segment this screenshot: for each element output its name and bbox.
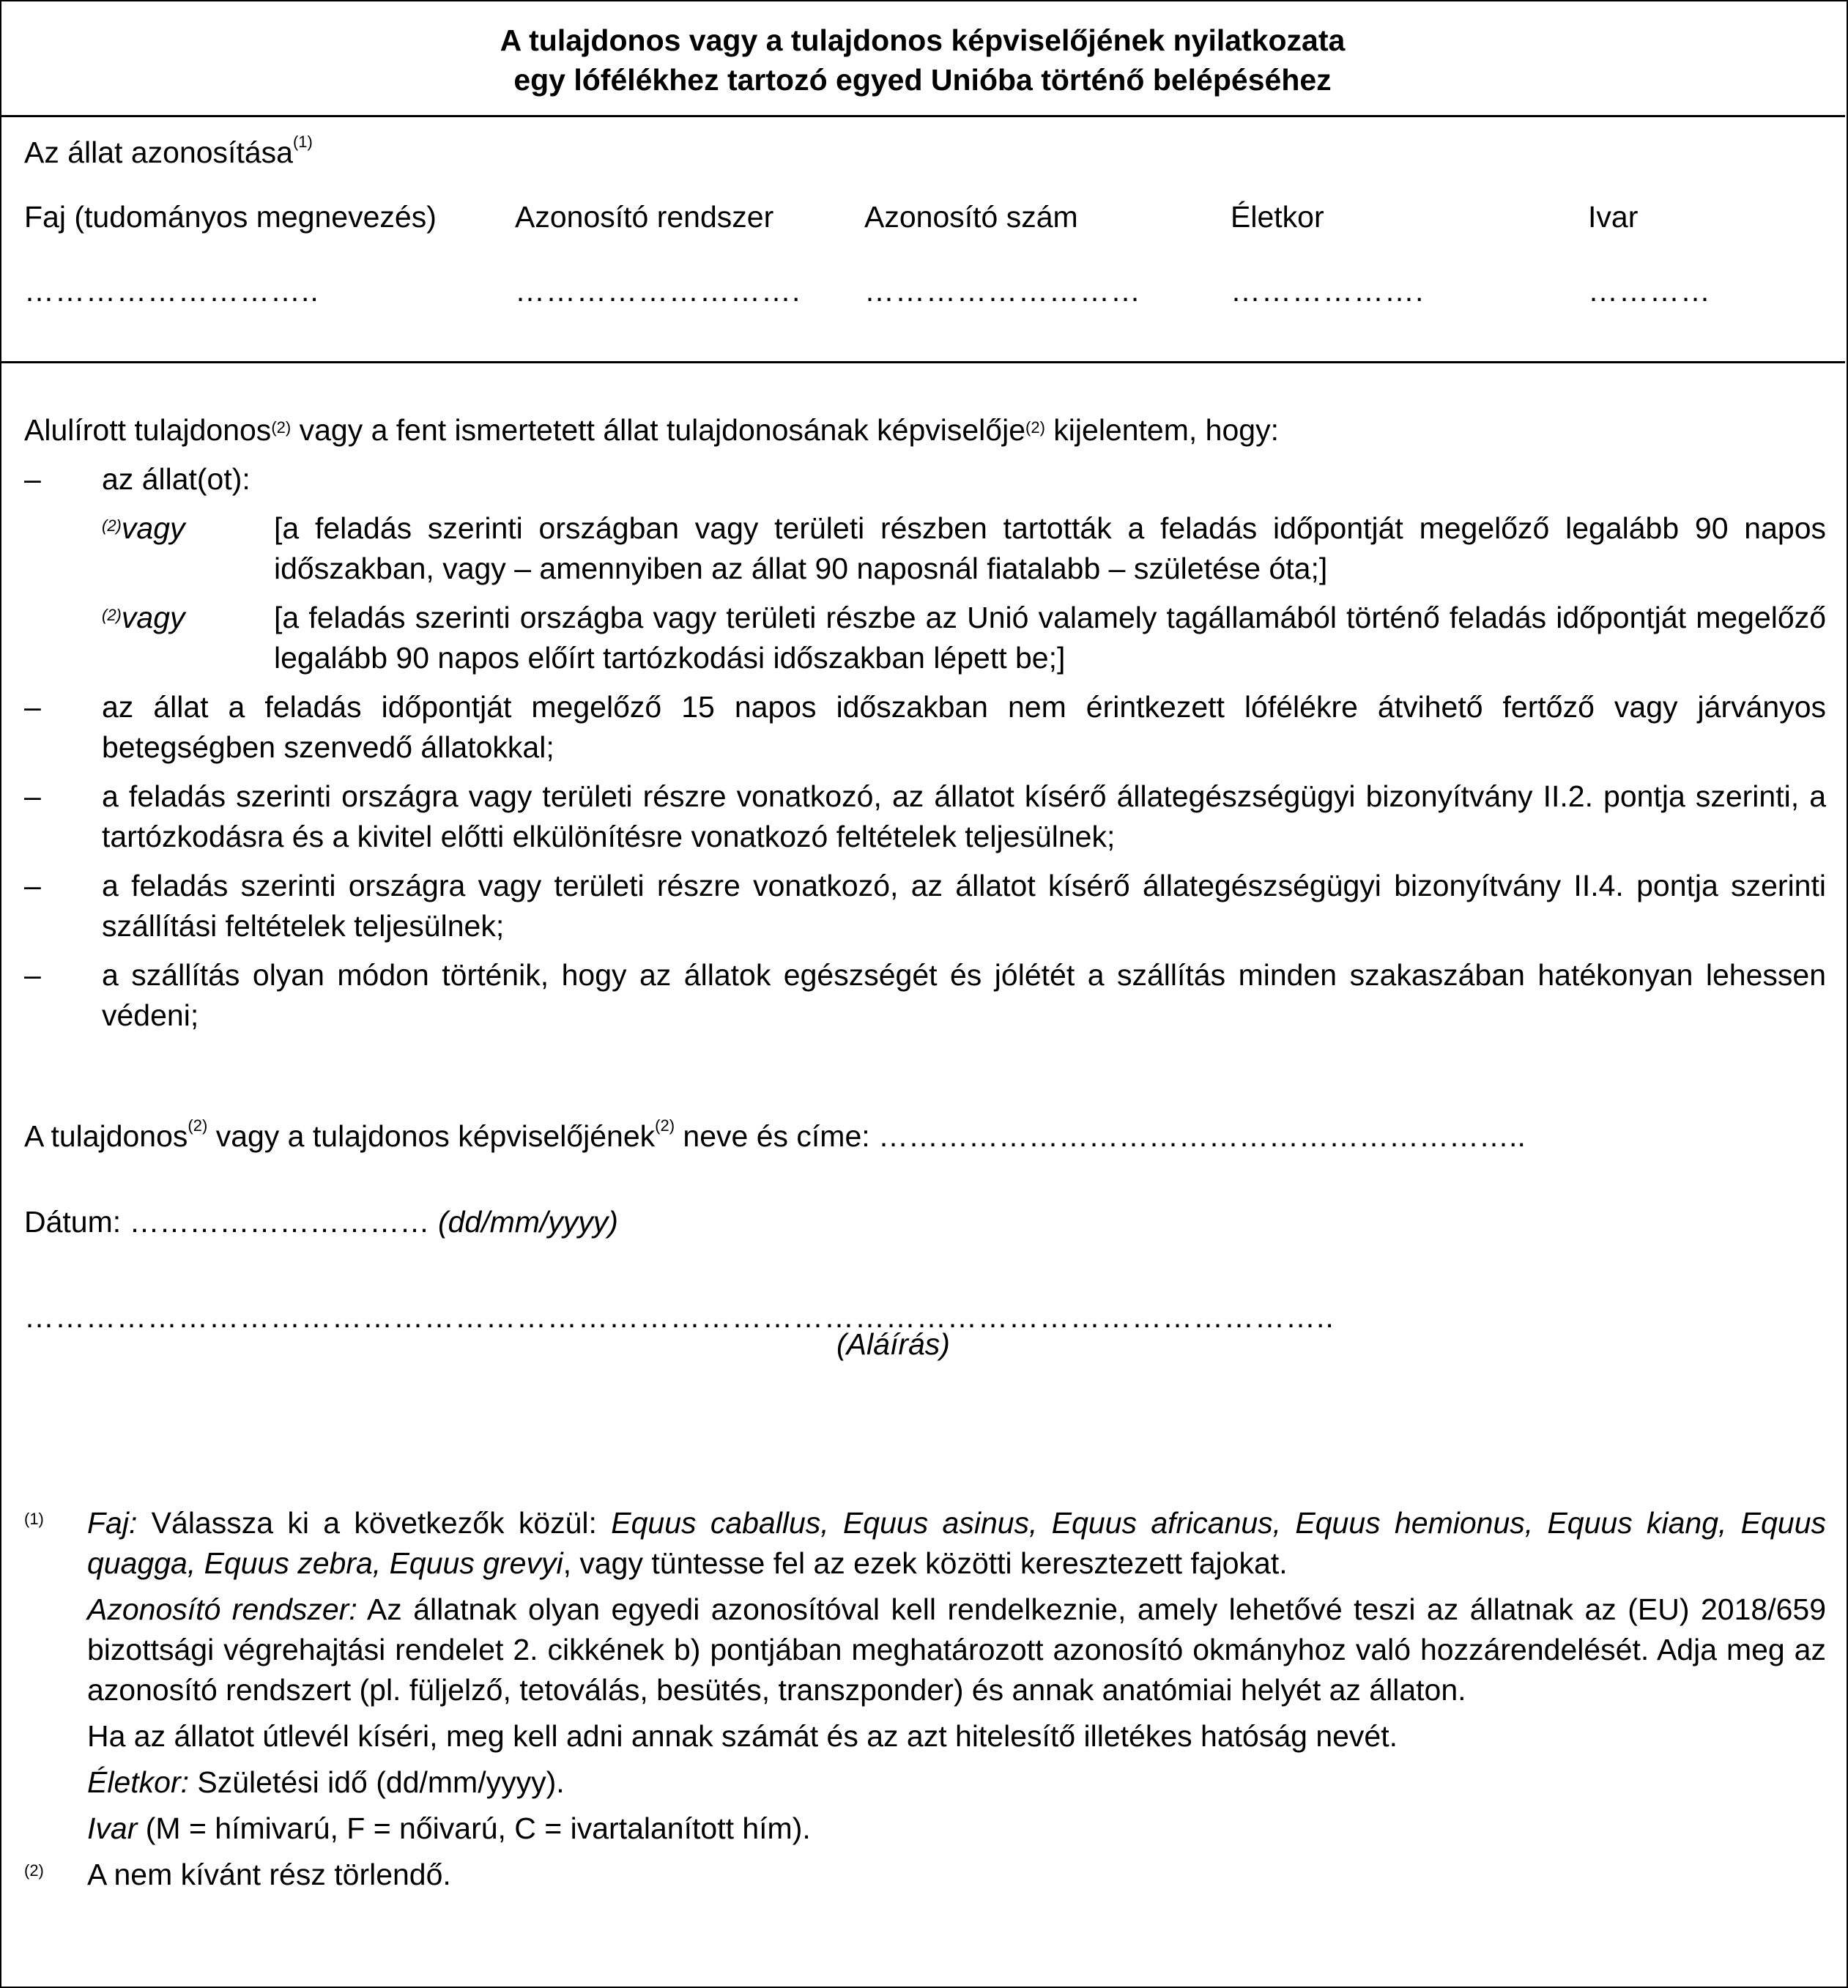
owner-name-address-field[interactable]: A tulajdonos$^{(2)}$ vagy a tulajdonos képviselőjének$^{(2)}$ neve és címe: ………………………………………………………..: [24, 1116, 1526, 1153]
vagy-label: $^{(2)}$vagy: [102, 511, 185, 545]
declaration-item-3: – a feladás szerinti országra vagy területi részre vonatkozó, az állatot kísérő állategészségügyi bizonyítvány II.2. pontja szerinti, a tartózkodásra és a kivitel előtti elkülönítésre vonatkozó feltételek teljesülnek;: [24, 779, 1826, 853]
id-number-field[interactable]: Azonosító szám ………………………: [864, 200, 1141, 308]
species-blank[interactable]: ………………………..: [24, 274, 319, 308]
signature-line[interactable]: ………………………………………………………………………………………………………………..: [24, 1300, 1335, 1334]
footnote-2: (2) A nem kívánt rész törlendő.: [24, 1858, 451, 1891]
footnote-1: (1) Faj: Válassza ki a következők közül: Equus caballus, Equus asinus, Equus africanus, Equus hemionus, Equus kiang, Equus quagga, Equus zebra, Equus grevyi, vagy tüntesse fel az ezek közötti keresztezett fajokat. Azonosító rendszer: Az állatnak olyan egyedi azonosítóval kell rendelkeznie, amely lehetővé teszi az állatnak az (EU) 2018/659 bizottsági végrehajtási rendelet 2. cikkének b) pontjában meghatározott azonosító okmányhoz való hozzárendelését. Adja meg az azonosító rendszert (pl. füljelző, tetoválás, besütés, transzponder) és annak anatómiai helyét az állaton. Ha az állatot útlevél kíséri, meg kell adni annak számát és az azt hitelesítő illetékes hatóság nevét. Életkor: Születési idő (dd/mm/yyyy). Ivar (M = hímivarú, F = nőivarú, C = ivartalanított hím).: [24, 1506, 1826, 1845]
age-field[interactable]: Életkor ……………….: [1231, 200, 1425, 308]
title-line-1: A tulajdonos vagy a tulajdonos képviselőjének nyilatkozata: [500, 23, 1346, 57]
footnote-ref: (1): [292, 133, 313, 151]
identification-label: Az állat azonosítása$^{(1)}$: [24, 133, 313, 169]
vagy-label: $^{(2)}$vagy: [102, 601, 185, 634]
id-number-blank[interactable]: ………………………: [864, 274, 1141, 308]
sex-blank[interactable]: …………: [1588, 274, 1711, 308]
declaration-item-2: – az állat a feladás időpontját megelőző 15 napos időszakban nem érintkezett lófélékre átvihető fertőző vagy járványos betegségben szenvedő állatokkal;: [24, 690, 1826, 764]
signature-label: (Aláírás): [836, 1327, 950, 1361]
age-blank[interactable]: ……………….: [1231, 274, 1425, 308]
title-line-2: egy lófélékhez tartozó egyed Unióba történő belépéséhez: [513, 63, 1332, 97]
species-field[interactable]: Faj (tudományos megnevezés) ………………………..: [24, 200, 437, 308]
declaration-body: [24, 410, 1826, 1036]
owner-blank[interactable]: ………………………………………………………..: [878, 1119, 1526, 1153]
option-2: $^{(2)}$vagy [a feladás szerinti országba vagy területi részbe az Unió valamely tagállamából történő feladás időpontját megelőző legalább 90 napos előírt tartózkodási időszakban lépett be;]: [24, 598, 1826, 678]
declaration-item-5: – a szállítás olyan módon történik, hogy az állatok egészségét és jólétét a szállítás minden szakaszában hatékonyan lehessen védeni;: [24, 958, 1826, 1032]
animal-identification-section: [0, 117, 1845, 363]
footnotes: [24, 1503, 1826, 1901]
date-blank[interactable]: …………………………: [129, 1205, 430, 1239]
option-1: $^{(2)}$vagy [a feladás szerinti országban vagy területi részben tartották a feladás időpontját megelőző legalább 90 napos időszakban, vagy – amennyiben az állat 90 naposnál fiatalabb – születése óta;]: [24, 508, 1826, 589]
id-system-field[interactable]: Azonosító rendszer ……………………….: [515, 200, 801, 308]
id-system-blank[interactable]: ……………………….: [515, 274, 801, 308]
document-title: [0, 0, 1845, 117]
declaration-item-1: – az állat(ot):: [24, 462, 251, 496]
declaration-intro: Alulírott tulajdonos$^{(2)}$ vagy a fent ismertetett állat tulajdonosának képviselője$^{(2)}$ kijelentem, hogy:: [24, 413, 1279, 447]
declaration-item-4: – a feladás szerinti országra vagy területi részre vonatkozó, az állatot kísérő állategészségügyi bizonyítvány II.4. pontja szerinti szállítási feltételek teljesülnek;: [24, 869, 1826, 943]
date-field[interactable]: Dátum: ………………………… (dd/mm/yyyy): [24, 1205, 618, 1239]
sex-field[interactable]: Ivar …………: [1588, 200, 1711, 308]
